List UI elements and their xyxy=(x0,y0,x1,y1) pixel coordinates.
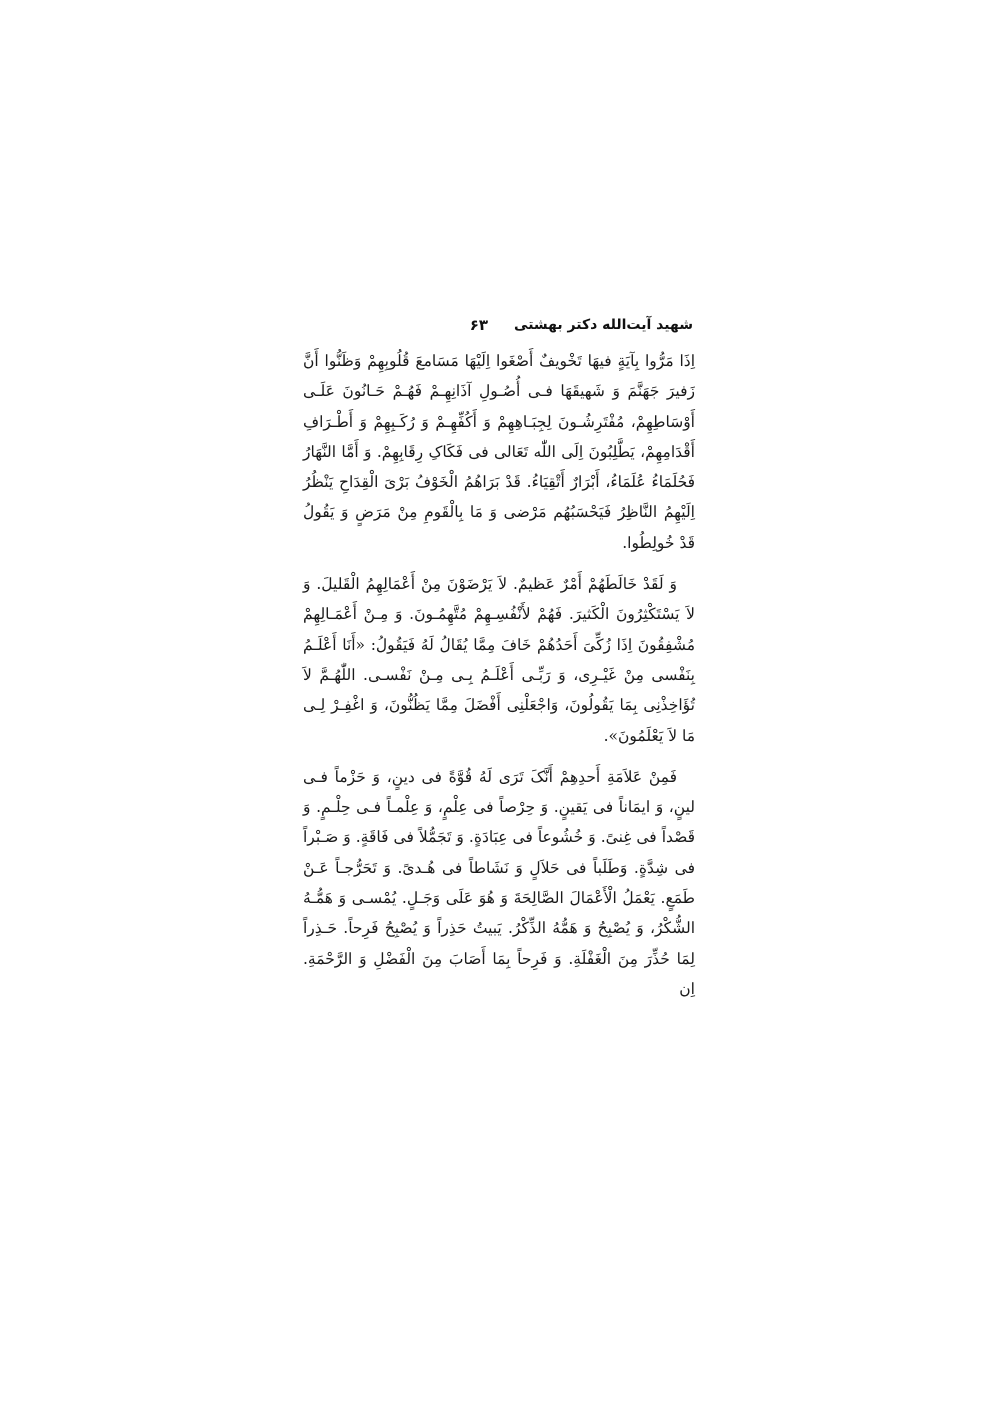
paragraph-3: فَمِنْ عَلاَمَةِ أَحدِهِمْ أَنَّکَ تَرَی لَهُ قُوَّةً فی دینٍ، وَ حَزْماً فـی لینٍ، وَ ایمَاناً فی یَقینٍ. وَ حِرْصاً فی عِلْمٍ، وَ عِلْمـاً فـی حِلْـمٍ. وَ قَصْداً فی غِنیً. وَ خُشُوعاً فی عِبَادَةٍ. وَ تَجَمُّلاً فی فَاقَةٍ. وَ صَـبْراً فی شِدَّةٍ. وَطَلَباً فی حَلاَلٍ وَ نَشَاطاً فی هُـدیً. وَ تَحَرُّجـاً عَـنْ طَمَعٍ. یَعْمَلُ الْأَعْمَالَ الصَّالِحَةَ وَ هُوَ عَلَی وَجَـلٍ. یُمْسـی وَ هَمُّـهُ الشُّکْرُ، وَ یُصْبِحُ وَ هَمُّهُ الذِّکْرُ. یَبیتُ حَذِراً وَ یُصْبِحُ فَرِحاً. حَـذِراً لِمَا حُذِّرَ مِنَ الْغَفْلَةِ. وَ فَرِحاً بِمَا أَصَابَ مِنَ الْفَضْلِ وَ الرَّحْمَةِ. اِن xyxy=(303,767,695,998)
running-header xyxy=(303,312,693,338)
body-text xyxy=(303,346,695,1015)
paragraph-1: اِذَا مَرُّوا بِآیَةٍ فیهَا تَخْویفٌ أَصْغَوا اِلَیْهَا مَسَامعَ قُلُوبِهِمْ وَظَنُّوا أَنَّ زَفیرَ جَهَنَّمَ وَ شَهیقَهَا فـی أُصُـولِ آذَانِهِـمْ فَهُـمْ حَـانُونَ عَلَـی أَوْسَاطِهِمْ، مُفْتَرِشُـونَ لِجِبَـاهِهِمْ وَ أَکُفِّهِـمْ وَ رُکَـبِهِمْ وَ أَطْـرَافِ أَقْدَامِهِمْ، یَطَّلِبُونَ اِلَی اللّٰه تَعَالی فی فَکَاکِ رِقَابِهِمْ. وَ أَمَّا النَّهَارُ فَحُلَمَاءُ عُلَمَاءُ، أَبْرَارٌ أَتْقِیَاءُ. قَدْ بَرَاهُمُ الْخَوْفُ بَرْیَ الْقِدَاحِ یَنْظُرُ اِلَیْهِمُ النَّاظِرُ فَیَحْسَبُهُم مَرْضی وَ مَا بِالْقَومِ مِنْ مَرَضٍ وَ یَقُولُ قَدْ خُولِطُوا. xyxy=(303,352,695,552)
running-title: شهید آیت‌الله دکتر بهشتی xyxy=(514,317,693,333)
page-number: ۶۳ xyxy=(469,316,489,334)
paragraph-2: وَ لَقَدْ خَالَطَهُمْ أَمْرٌ عَظیمٌ. لاَ یَرْضَوْنَ مِنْ أَعْمَالِهِمُ الْقَلیلَ. وَ لاَ یَسْتَکْثِرُونَ الْکَثیرَ. فَهُمْ لأَنْفُسِـهِمْ مُتَّهِمُـونَ. وَ مِـنْ أَعْمَـالِهِمْ مُشْفِقُونَ اِذَا زُکِّیَ أَحَدُهُمْ خَافَ مِمَّا یُقَالُ لَهُ فَیَقُولُ: «أَنَا أَعْلَـمُ بِنَفْسی مِنْ غَیْـرِی، وَ رَبِّـی أَعْلَـمُ بِـی مِـنْ نَفْسـی. اللّٰهُـمَّ لاَ تُؤَاخِذْنِی بِمَا یَقُولُونَ، وَاجْعَلْنِی أَفْضَلَ مِمَّا یَظُنُّونَ، وَ اغْفِـرْ لِـی مَا لاَ یَعْلَمُونَ». xyxy=(303,575,695,745)
